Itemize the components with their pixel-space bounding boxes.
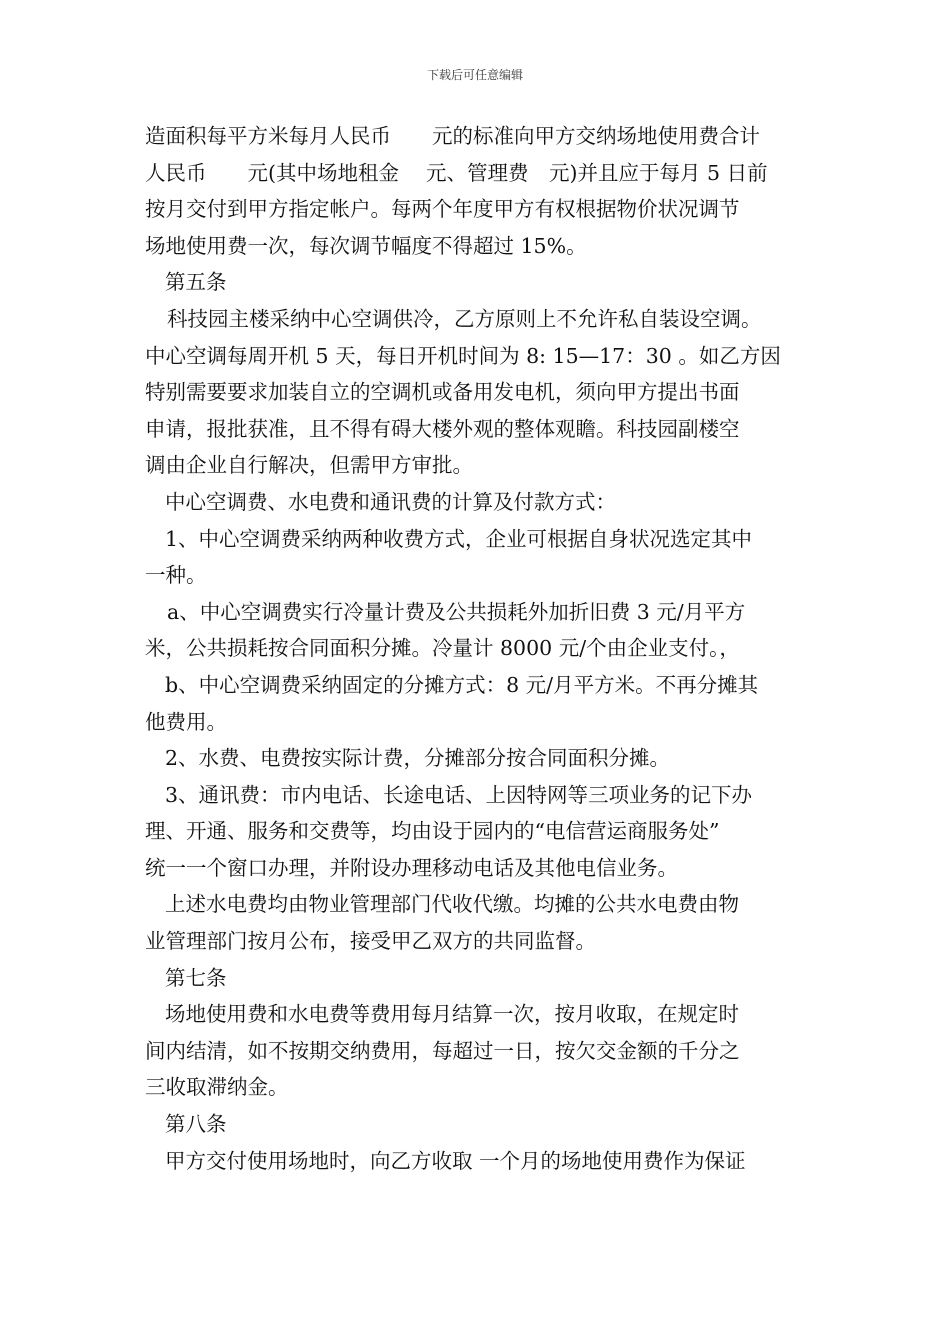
text-line: 中心空调费、水电费和通讯费的计算及付款方式： xyxy=(165,489,616,514)
text-line: 调由企业自行解决，但需甲方审批。 xyxy=(145,453,473,478)
article-heading: 第七条 xyxy=(165,965,227,990)
article-heading: 第八条 xyxy=(165,1112,227,1137)
text-line: 统一一个窗口办理，并附设办理移动电话及其他电信业务。 xyxy=(145,855,678,880)
text-line: 特别需要要求加装自立的空调机或备用发电机，须向甲方提出书面 xyxy=(145,380,740,405)
text-line: 申请，报批获准，且不得有碍大楼外观的整体观瞻。科技园副楼空 xyxy=(145,416,740,441)
text-line: 甲方交付使用场地时，向乙方收取 一个月的场地使用费作为保证 xyxy=(165,1148,746,1173)
text-line: 上述水电费均由物业管理部门代收代缴。均摊的公共水电费由物 xyxy=(165,892,739,917)
text-line: 人民币 元(其中场地租金 元、管理费 元)并且应于每月 5 日前 xyxy=(145,160,768,185)
text-line: 场地使用费和水电费等费用每月结算一次，按月收取，在规定时 xyxy=(165,1002,739,1027)
text-line: 3、通讯费：市内电话、长途电话、上因特网等三项业务的记下办 xyxy=(165,782,753,807)
article-heading: 第五条 xyxy=(165,270,227,295)
text-line: 造面积每平方米每月人民币 元的标准向甲方交纳场地使用费合计 xyxy=(145,124,760,148)
text-line: 业管理部门按月公布，接受甲乙双方的共同监督。 xyxy=(145,929,596,954)
text-line: 米，公共损耗按合同面积分摊。冷量计 8000 元/个由企业支付。， xyxy=(145,636,740,661)
text-line: 科技园主楼采纳中心空调供冷，乙方原则上不允许私自装设空调。 xyxy=(167,306,762,331)
text-line: 按月交付到甲方指定帐户。每两个年度甲方有权根据物价状况调节 xyxy=(145,197,740,222)
text-line: 1、中心空调费采纳两种收费方式，企业可根据自身状况选定其中 xyxy=(165,526,753,551)
page-header: 下载后可任意编辑 xyxy=(426,68,523,82)
text-line: b、中心空调费采纳固定的分摊方式：8 元/月平方米。不再分摊其 xyxy=(165,672,759,697)
document-body xyxy=(145,118,815,1179)
text-line: 场地使用费一次，每次调节幅度不得超过 15%。 xyxy=(145,233,587,258)
text-line: 他费用。 xyxy=(145,709,227,734)
text-line: 理、开通、服务和交费等，均由设于园内的“电信营运商服务处” xyxy=(145,819,720,844)
text-line: 2、水费、电费按实际计费，分摊部分按合同面积分摊。 xyxy=(165,746,671,771)
text-line: 中心空调每周开机 5 天，每日开机时间为 8: 15—17：30 。如乙方因 xyxy=(145,343,781,368)
text-line: 间内结清，如不按期交纳费用，每超过一日，按欠交金额的千分之 xyxy=(145,1038,740,1063)
text-line: a、中心空调费实行冷量计费及公共损耗外加折旧费 3 元/月平方 xyxy=(167,599,746,624)
text-line: 三收取滞纳金。 xyxy=(145,1075,289,1100)
text-line: 一种。 xyxy=(145,563,207,588)
